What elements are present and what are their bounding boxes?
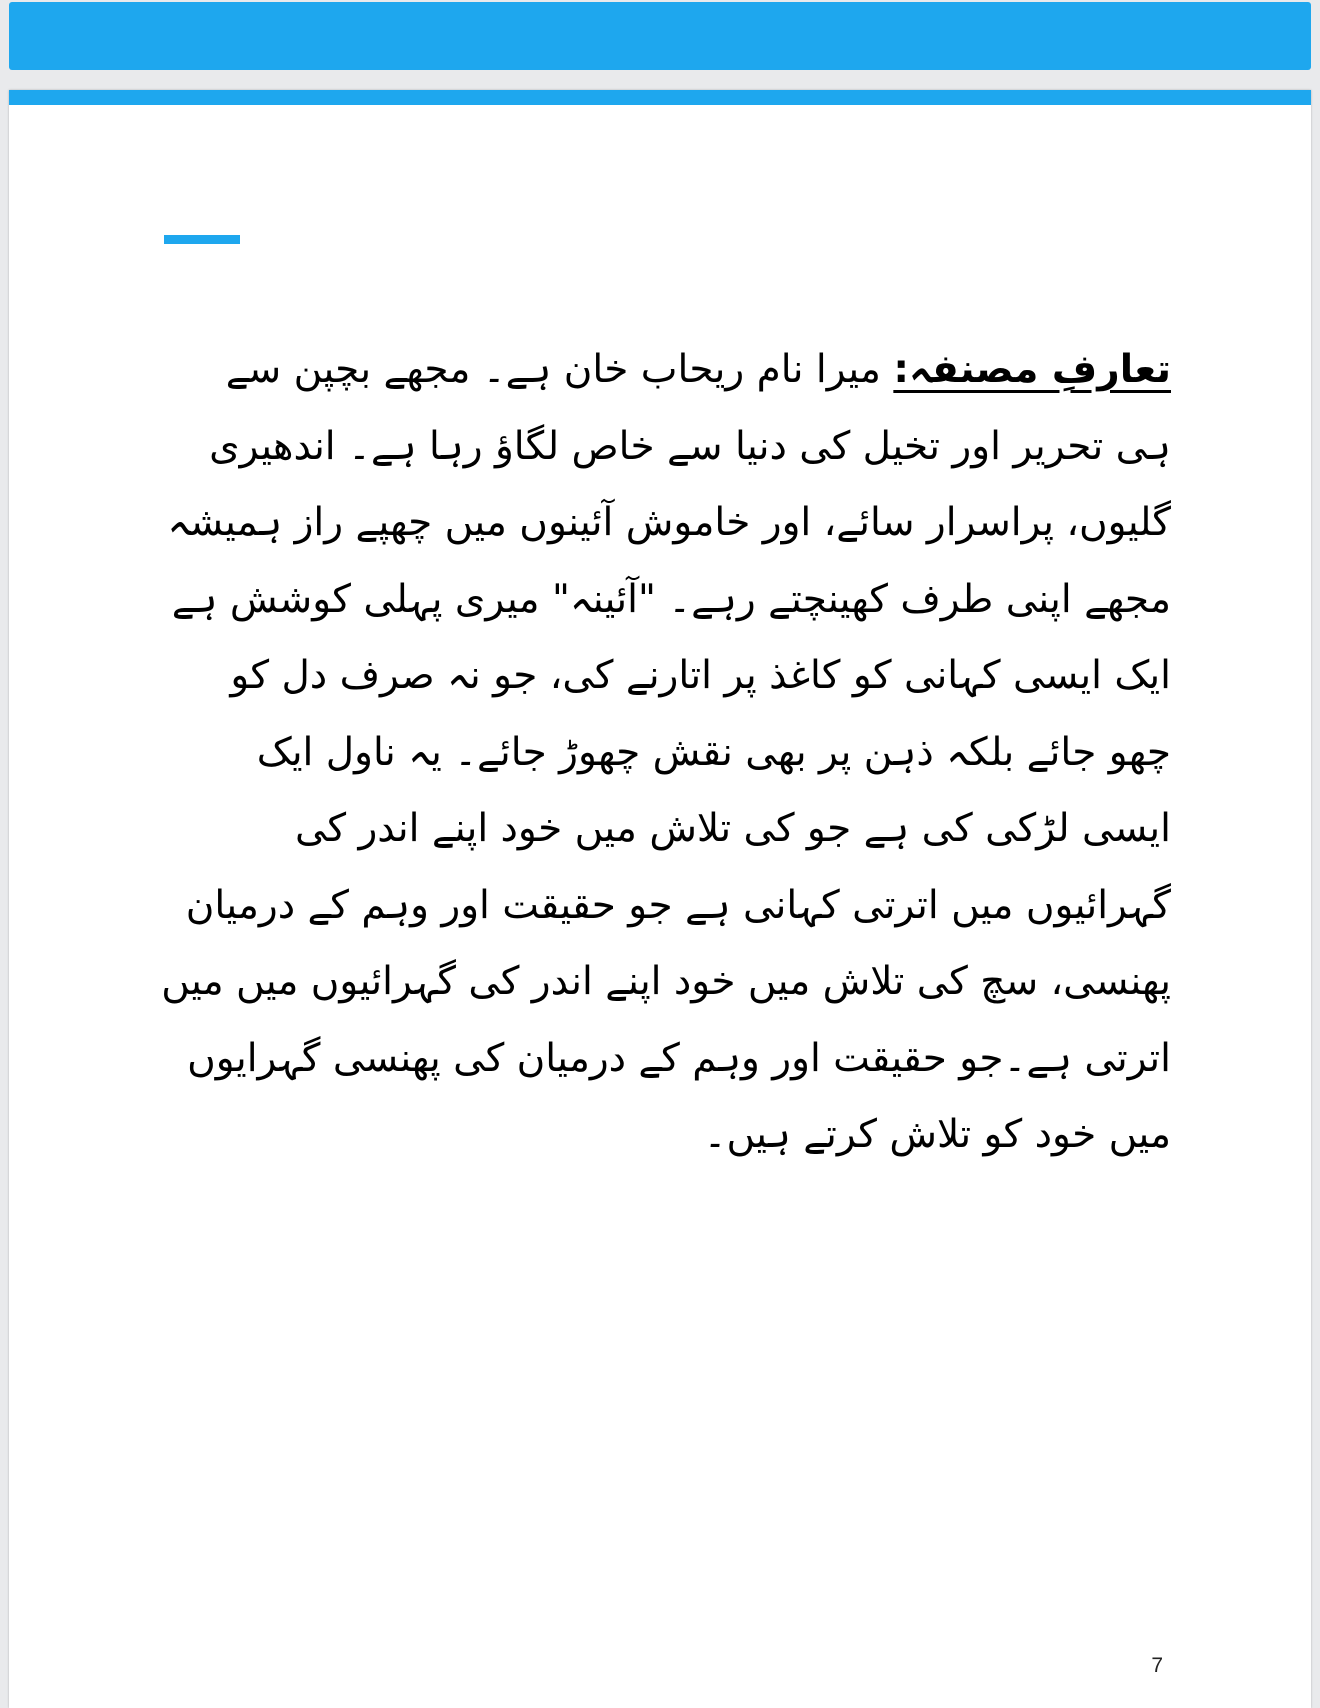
accent-dash-decoration: [164, 235, 240, 244]
viewer-toolbar-bar: [9, 2, 1311, 70]
paragraph-text: میرا نام ریحاب خان ہے۔ مجھے بچپن سے ہی تحریر اور تخیل کی دنیا سے خاص لگاؤ رہا ہے۔ اندھیری گلیوں، پراسرار سائے، اور خاموش آئینوں میں چھپے راز ہمیشہ مجھے اپنی طرف کھینچتے رہے۔ "آئینہ" میری پہلی کوشش ہے ایک ایسی کہانی کو کاغذ پر اتارنے کی، جو نہ صرف دل کو چھو جائے بلکہ ذہن پر بھی نقش چھوڑ جائے۔ یہ ناول ایک ایسی لڑکی کی ہے جو کی تلاش میں خود اپنے اندر کی گہرائیوں میں اترتی کہانی ہے جو حقیقت اور وہم کے درمیان پھنسی، سچ کی تلاش میں خود اپنے اندر کی گہرائیوں میں میں اترتی ہے۔جو حقیقت اور وہم کے درمیان کی پھنسی گہرایوں میں خود کو تلاش کرتے ہیں۔: [161, 347, 1171, 1157]
author-introduction-paragraph: [159, 332, 1171, 1174]
page-header-stripe: [9, 90, 1311, 105]
page-number: 7: [1151, 1654, 1163, 1677]
document-page: [9, 90, 1311, 1708]
section-heading: تعارفِ مصنفہ:: [893, 347, 1171, 392]
